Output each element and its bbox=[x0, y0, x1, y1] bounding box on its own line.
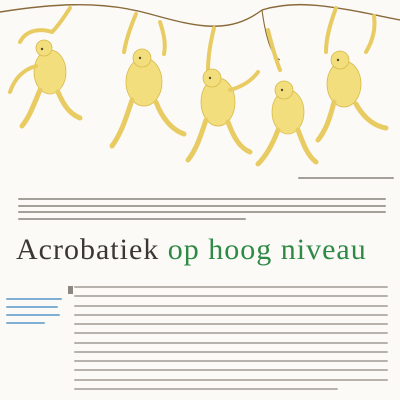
gibbon-center bbox=[188, 28, 258, 160]
gibbon-left bbox=[10, 8, 80, 126]
gibbon-illustration bbox=[0, 0, 400, 190]
side-note bbox=[6, 298, 62, 324]
article-headline bbox=[16, 228, 392, 272]
illustration-caption bbox=[18, 198, 386, 220]
gibbon-right bbox=[318, 8, 386, 140]
headline-part2: op hoog niveau bbox=[167, 233, 367, 266]
headline-part1: Acrobatiek bbox=[16, 233, 160, 266]
illustration-credit bbox=[282, 177, 394, 181]
gibbon-center-right bbox=[258, 30, 316, 164]
article-body bbox=[74, 286, 388, 390]
drop-cap bbox=[68, 286, 73, 294]
gibbon-center-left bbox=[112, 14, 184, 146]
